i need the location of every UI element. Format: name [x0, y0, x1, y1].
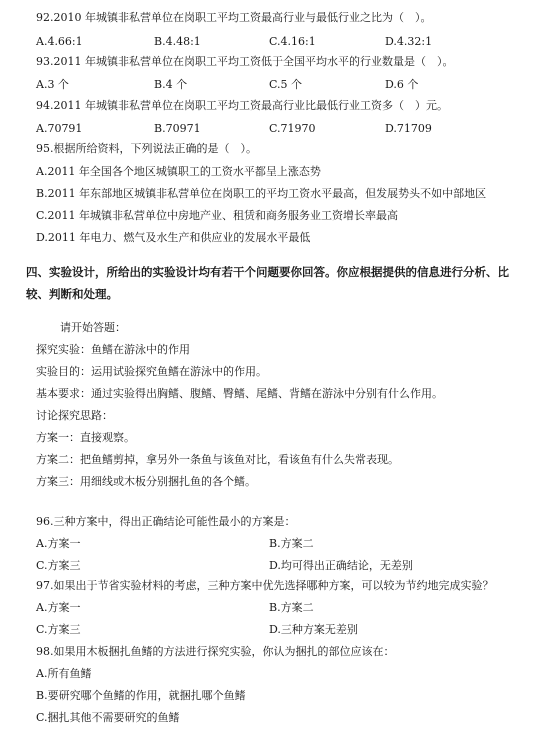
question-94-stem: 94.2011 年城镇非私营单位在岗职工平均工资最高行业比最低行业工资多（ ）元。 [36, 99, 448, 112]
option-a: A.4.66:1 [36, 35, 83, 48]
experiment-line-4: 基本要求：通过实验得出胸鳍、腹鳍、臀鳍、尾鳍、背鳍在游泳中分别有什么作用。 [36, 387, 443, 400]
question-98-option-c: C.捆扎其他不需要研究的鱼鳍 [36, 711, 180, 724]
option-b: B.方案二 [269, 601, 314, 614]
option-c: C.4.16:1 [269, 35, 316, 48]
question-92-stem: 92.2010 年城镇非私营单位在岗职工平均工资最高行业与最低行业之比为（ ）。 [36, 11, 432, 24]
question-92-options [36, 36, 516, 52]
option-b: B.方案二 [269, 537, 314, 550]
question-96-options-row-1 [36, 538, 516, 554]
question-97-options-row-1 [36, 602, 516, 618]
question-98-option-b: B.要研究哪个鱼鳍的作用，就捆扎哪个鱼鳍 [36, 689, 246, 702]
question-97-options-row-2 [36, 624, 516, 640]
option-d: D.均可得出正确结论，无差别 [269, 559, 413, 572]
option-d: D.4.32:1 [385, 35, 433, 48]
option-a: A.3 个 [36, 78, 69, 91]
option-a: A.方案一 [36, 601, 81, 614]
experiment-line-5: 讨论探究思路： [36, 409, 113, 422]
option-c: C.方案三 [36, 559, 81, 572]
option-c: C.5 个 [269, 78, 303, 91]
option-b: B.4.48:1 [154, 35, 201, 48]
question-97-stem: 97.如果出于节省实验材料的考虑，三种方案中优先选择哪种方案，可以较为节约地完成实验？ [36, 579, 494, 592]
experiment-line-8: 方案三：用细线或木板分别捆扎鱼的各个鳍。 [36, 475, 256, 488]
question-95-option-d: D.2011 年电力、燃气及水生产和供应业的发展水平最低 [36, 231, 311, 244]
question-93-options [36, 79, 516, 95]
option-d: D.6 个 [385, 78, 419, 91]
option-c: C.方案三 [36, 623, 81, 636]
question-98-stem: 98.如果用木板捆扎鱼鳍的方法进行探究实验，你认为捆扎的部位应该在： [36, 645, 395, 658]
option-a: A.70791 [36, 122, 83, 135]
question-95-stem: 95.根据所给资料，下列说法正确的是（ ）。 [36, 142, 257, 155]
question-95-option-a: A.2011 年全国各个地区城镇职工的工资水平都呈上涨态势 [36, 165, 321, 178]
question-95-option-c: C.2011 年城镇非私营单位中房地产业、租赁和商务服务业工资增长率最高 [36, 209, 399, 222]
option-b: B.4 个 [154, 78, 188, 91]
experiment-line-3: 实验目的：运用试验探究鱼鳍在游泳中的作用。 [36, 365, 267, 378]
experiment-line-7: 方案二：把鱼鳍剪掉，拿另外一条鱼与该鱼对比，看该鱼有什么失常表现。 [36, 453, 399, 466]
question-96-options-row-2 [36, 560, 516, 576]
experiment-line-1: 请开始答题： [60, 321, 126, 334]
question-93-stem: 93.2011 年城镇非私营单位在岗职工平均工资低于全国平均水平的行业数量是（ ）。 [36, 55, 454, 68]
option-b: B.70971 [154, 122, 201, 135]
option-a: A.方案一 [36, 537, 81, 550]
question-98-option-a: A.所有鱼鳍 [36, 667, 92, 680]
option-d: D.三种方案无差别 [269, 623, 358, 636]
option-d: D.71709 [385, 122, 432, 135]
question-96-stem: 96.三种方案中，得出正确结论可能性最小的方案是： [36, 515, 296, 528]
question-94-options [36, 123, 516, 139]
question-95-option-b: B.2011 年东部地区城镇非私营单位在岗职工的平均工资水平最高，但发展势头不如中部地区 [36, 187, 487, 200]
section-4-heading: 四、实验设计，所给出的实验设计均有若干个问题要你回答。你应根据提供的信息进行分析、比较、判断和处理。 [26, 265, 509, 301]
experiment-line-2: 探究实验：鱼鳍在游泳中的作用 [36, 343, 190, 356]
option-c: C.71970 [269, 122, 316, 135]
experiment-line-6: 方案一：直接观察。 [36, 431, 135, 444]
